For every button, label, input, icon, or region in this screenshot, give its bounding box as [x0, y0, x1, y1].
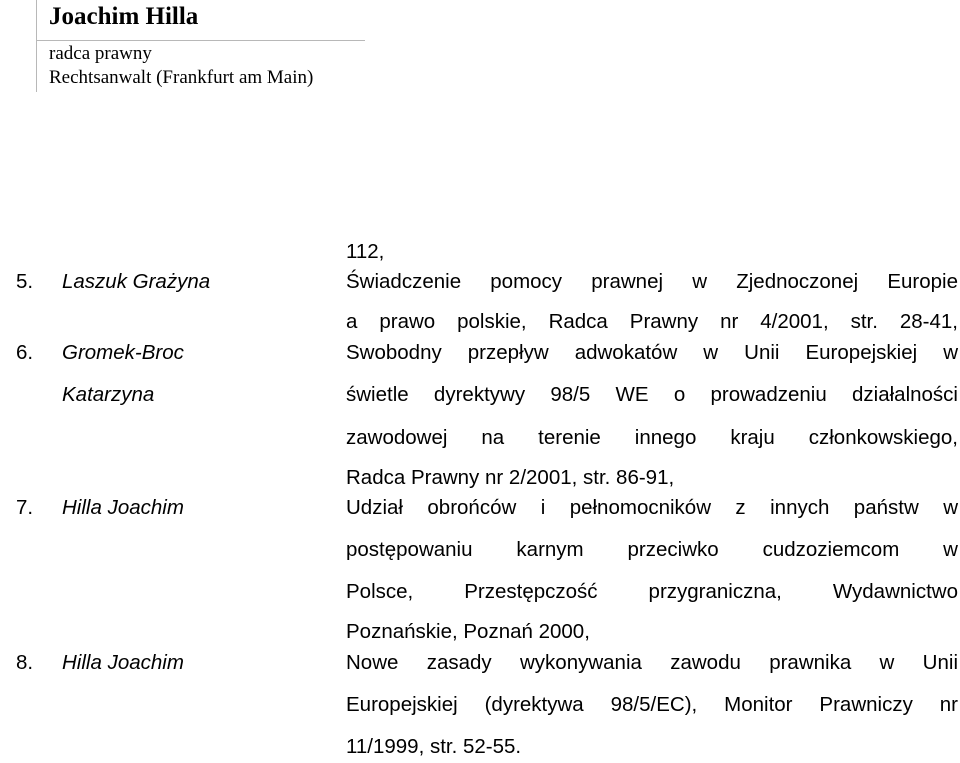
entry-text-line: Europejskiej (dyrektywa 98/5/EC), Monitor Prawniczy nr [346, 693, 958, 716]
letterhead-name: Joachim Hilla [49, 3, 199, 30]
entry-text-line: Poznańskie, Poznań 2000, [346, 620, 590, 643]
letterhead-divider [37, 40, 365, 41]
entry-number: 8. [16, 651, 34, 674]
entry-text-line: Polsce, Przestępczość przygraniczna, Wydawnictwo [346, 580, 958, 603]
entry-author: Hilla Joachim [62, 651, 184, 674]
entry-text-line: a prawo polskie, Radca Prawny nr 4/2001, str. 28-41, [346, 310, 958, 333]
letterhead-title-de: Rechtsanwalt (Frankfurt am Main) [49, 67, 314, 88]
entry-number: 5. [16, 270, 34, 293]
entry-text-line: Radca Prawny nr 2/2001, str. 86-91, [346, 466, 675, 489]
entry-text-line: Nowe zasady wykonywania zawodu prawnika w Unii [346, 651, 958, 674]
entry-text-line: Udział obrońców i pełnomocników z innych państw w [346, 496, 958, 519]
entry-author: Laszuk Grażyna [62, 270, 211, 293]
entry-number: 6. [16, 341, 34, 364]
carryover-text: 112, [346, 240, 385, 263]
entry-text-line: zawodowej na terenie innego kraju członkowskiego, [346, 426, 958, 449]
entry-author: Katarzyna [62, 383, 155, 406]
entry-text-line: Świadczenie pomocy prawnej w Zjednoczonej Europie [346, 270, 958, 293]
entry-text-line: postępowaniu karnym przeciwko cudzoziemcom w [346, 538, 958, 561]
entry-author: Gromek-Broc [62, 341, 184, 364]
entry-text-line: świetle dyrektywy 98/5 WE o prowadzeniu działalności [346, 383, 958, 406]
letterhead-title-pl: radca prawny [49, 43, 152, 64]
entry-text-line: 11/1999, str. 52-55. [346, 735, 522, 758]
entry-number: 7. [16, 496, 34, 519]
entry-text-line: Swobodny przepływ adwokatów w Unii Europejskiej w [346, 341, 958, 364]
letterhead [36, 0, 314, 92]
entry-author: Hilla Joachim [62, 496, 184, 519]
